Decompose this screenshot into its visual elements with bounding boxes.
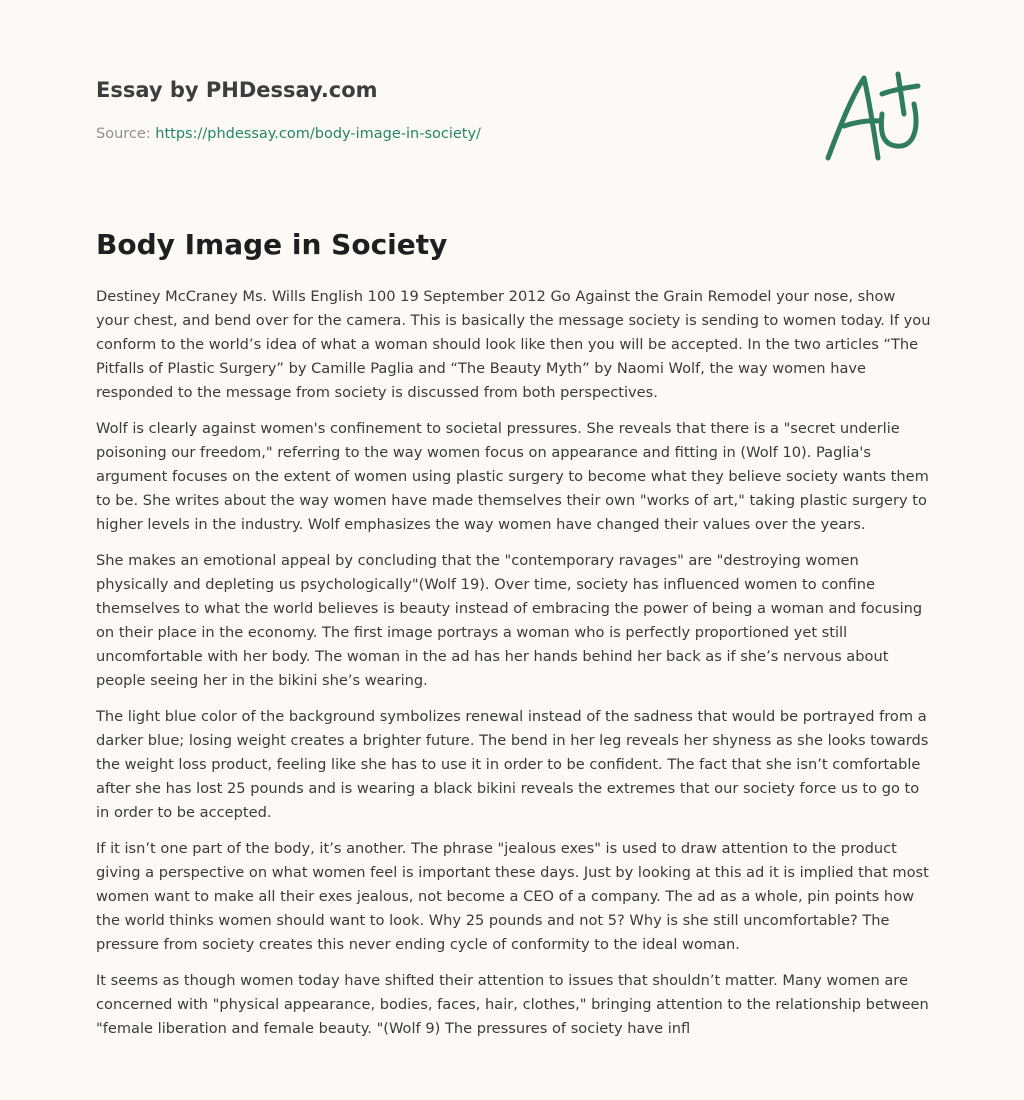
paragraph: Destiney McCraney Ms. Wills English 100 19 September 2012 Go Against the Grain Remodel your nose, show your chest, and bend over for the camera. This is basically the message society is sending to women today. If you conform to the world’s idea of what a woman should look like then you will be accepted. In the two articles “The Pitfalls of Plastic Surgery” by Camille Paglia and “The Beauty Myth” by Naomi Wolf, the way women have responded to the message from society is discussed from both perspectives. <box>96 288 931 401</box>
paragraph: She makes an emotional appeal by concluding that the "contemporary ravages" are "destroying women physically and depleting us psychologically"(Wolf 19). Over time, society has influenced women to confine themselves to what the world believes is beauty instead of embracing the power of being a woman and focusing on their place in the economy. The first image portrays a woman who is perfectly proportioned yet still uncomfortable with her body. The woman in the ad has her hands behind her back as if she’s nervous about people seeing her in the bikini she’s wearing. <box>96 552 923 689</box>
paragraph: Wolf is clearly against women's confinement to societal pressures. She reveals that there is a "secret underlie poisoning our freedom," referring to the way women focus on appearance and fitting in (Wolf 10). Paglia's argument focuses on the extent of women using plastic surgery to become what they believe society wants them to be. She writes about the way women have made themselves their own "works of art," taking plastic surgery to higher levels in the industry. Wolf emphasizes the way women have changed their values over the years. <box>96 420 929 533</box>
article-body <box>96 285 932 1053</box>
source-link[interactable]: https://phdessay.com/body-image-in-society/ <box>155 126 481 142</box>
source-line <box>96 124 481 144</box>
paragraph: It seems as though women today have shifted their attention to issues that shouldn’t matter. Many women are concerned with "physical appearance, bodies, faces, hair, clothes," bringing attention to the relationship between "female liberation and female beauty. "(Wolf 9) The pressures of society have infl <box>96 972 929 1037</box>
paragraph: If it isn’t one part of the body, it’s another. The phrase "jealous exes" is used to draw attention to the product giving a perspective on what women feel is important these days. Just by looking at this ad it is implied that most women want to make all their exes jealous, not become a CEO of a company. The ad as a whole, pin points how the world thinks women should want to look. Why 25 pounds and not 5? Why is she still uncomfortable? The pressure from society creates this never ending cycle of conformity to the ideal woman. <box>96 840 929 953</box>
source-label: Source: <box>96 126 156 142</box>
article-title: Body Image in Society <box>96 228 448 261</box>
paragraph: The light blue color of the background symbolizes renewal instead of the sadness that would be portrayed from a darker blue; losing weight creates a brighter future. The bend in her leg reveals her shyness as she looks towards the weight loss product, feeling like she has to use it in order to be confident. The fact that she isn’t comfortable after she has lost 25 pounds and is wearing a black bikini reveals the extremes that our society force us to go to in order to be accepted. <box>96 708 929 821</box>
brand-title: Essay by PHDessay.com <box>96 78 378 102</box>
site-header <box>96 74 928 106</box>
a-plus-logo-icon <box>820 66 930 166</box>
